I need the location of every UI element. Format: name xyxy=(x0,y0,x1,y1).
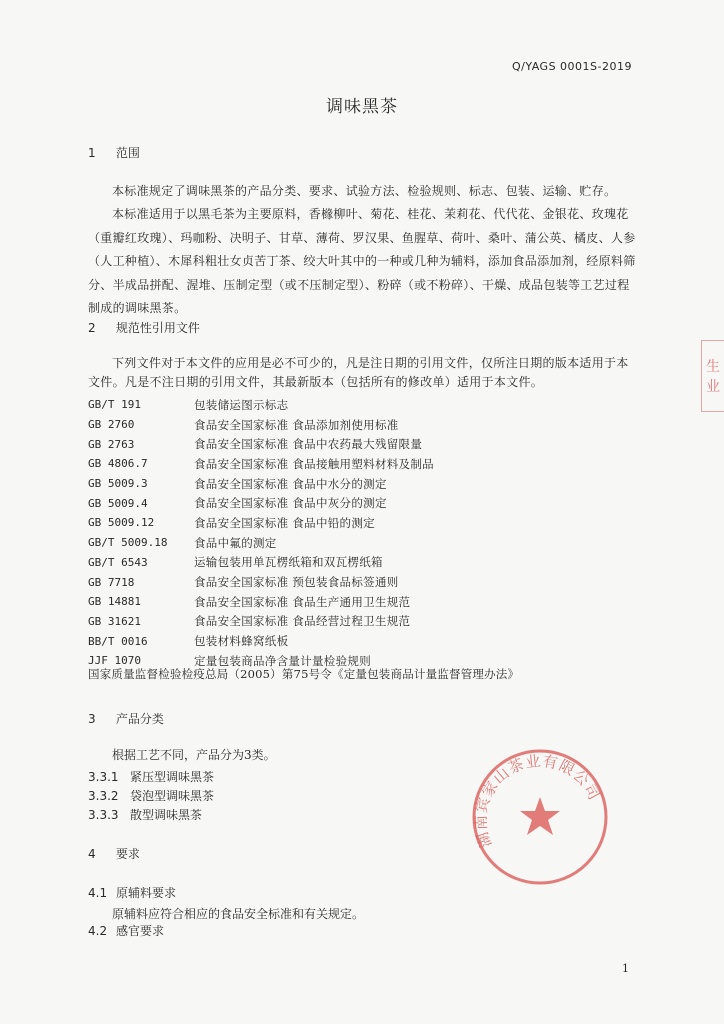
section-number: 3 xyxy=(88,712,96,726)
reference-code: GB 2760 xyxy=(88,418,135,432)
reference-title: 定量包装商品净含量计量检验规则 xyxy=(194,653,371,668)
reference-list xyxy=(88,395,648,671)
reference-title: 食品安全国家标准 食品中铅的测定 xyxy=(194,515,375,530)
standard-code: Q/YAGS 0001S-2019 xyxy=(511,60,632,73)
classification-item xyxy=(88,787,214,804)
reference-code: GB 5009.4 xyxy=(88,496,148,510)
reference-title: 食品安全国家标准 食品经营过程卫生规范 xyxy=(194,614,411,629)
section-title: 产品分类 xyxy=(115,712,164,726)
reference-code: GB 7718 xyxy=(88,575,135,589)
subsection-4-2-heading xyxy=(88,922,164,939)
reference-code: GB 5009.3 xyxy=(88,477,148,491)
scope-paragraph-2: 本标准适用于以黑毛茶为主要原料，香橼柳叶、菊花、桂花、茉莉花、代代花、金银花、玫瑰花（重瓣红玫瑰）、玛咖粉、决明子、甘草、薄荷、罗汉果、鱼腥草、荷叶、桑叶、蒲公英、橘皮、人参（人工种植）、木犀科粗壮女贞苦丁茶、绞大叶其中的一种或几种为辅料，添加食品添加剂，经原料筛分、半成品拼配、渥堆、压制定型（或不压制定型）、粉碎（或不粉碎）、干燥、成品包装等工艺过程制成的调味黑茶。 xyxy=(88,207,636,315)
reference-code: GB 2763 xyxy=(88,437,135,451)
reference-title: 食品安全国家标准 食品添加剂使用标准 xyxy=(194,417,399,432)
edge-seal-fragment xyxy=(701,340,724,412)
edge-seal-char: 生 xyxy=(706,359,720,375)
reference-title: 包装储运图示标志 xyxy=(194,397,289,412)
subsection-number: 4.1 xyxy=(88,886,108,900)
reference-title: 食品安全国家标准 食品生产通用卫生规范 xyxy=(194,594,411,609)
reference-row xyxy=(88,415,648,435)
classification-item xyxy=(88,806,202,823)
regulation-reference: 国家质量监督检验检疫总局（2005）第75号令《定量包装商品计量监督管理办法》 xyxy=(88,667,520,681)
item-number: 3.3.3 xyxy=(88,808,119,822)
reference-row xyxy=(88,454,648,474)
reference-title: 包装材料蜂窝纸板 xyxy=(194,634,289,649)
reference-row xyxy=(88,513,648,533)
raw-material-text: 原辅料应符合相应的食品安全标准和有关规定。 xyxy=(112,907,365,921)
reference-row xyxy=(88,493,648,513)
reference-row xyxy=(88,572,648,592)
section-title: 要求 xyxy=(115,847,140,861)
reference-code: GB 5009.12 xyxy=(88,516,155,530)
svg-text:湖南宾家山茶业有限公司: 湖南宾家山茶业有限公司 xyxy=(471,751,604,850)
reference-code: GB 31621 xyxy=(88,614,141,628)
reference-title: 食品安全国家标准 预包装食品标签通则 xyxy=(194,575,399,590)
classification-item xyxy=(88,768,214,785)
section-2-heading xyxy=(88,319,200,336)
reference-code: BB/T 0016 xyxy=(88,634,148,648)
edge-seal-char: 业 xyxy=(706,379,720,395)
references-intro: 下列文件对于本文件的应用是必不可少的，凡是注日期的引用文件，仅所注日期的版本适用于本文件。凡是不注日期的引用文件，其最新版本（包括所有的修改单）适用于本文件。 xyxy=(88,356,629,389)
section-title: 规范性引用文件 xyxy=(115,321,200,335)
subsection-title: 感官要求 xyxy=(116,924,165,938)
reference-row xyxy=(88,474,648,494)
item-number: 3.3.2 xyxy=(88,789,119,803)
reference-row xyxy=(88,592,648,612)
page-number: 1 xyxy=(622,962,629,975)
reference-row xyxy=(88,533,648,553)
subsection-title: 原辅料要求 xyxy=(116,886,177,900)
item-label: 袋泡型调味黑茶 xyxy=(130,789,215,803)
reference-title: 食品安全国家标准 食品中水分的测定 xyxy=(194,476,387,491)
reference-code: GB/T 5009.18 xyxy=(88,536,168,550)
classification-intro: 根据工艺不同，产品分为3类。 xyxy=(112,748,276,762)
reference-title: 食品安全国家标准 食品中农药最大残留限量 xyxy=(194,437,423,452)
document-title: 调味黑茶 xyxy=(326,97,398,117)
reference-title: 食品安全国家标准 食品中灰分的测定 xyxy=(194,496,387,511)
reference-row xyxy=(88,553,648,573)
item-label: 紧压型调味黑茶 xyxy=(130,770,215,784)
reference-title: 运输包装用单瓦楞纸箱和双瓦楞纸箱 xyxy=(194,555,383,570)
reference-row xyxy=(88,631,648,651)
reference-row xyxy=(88,434,648,454)
reference-row xyxy=(88,612,648,632)
reference-code: GB 14881 xyxy=(88,595,141,609)
scope-paragraph-1: 本标准规定了调味黑茶的产品分类、要求、试验方法、检验规则、标志、包装、运输、贮存。 xyxy=(112,184,617,198)
subsection-4-1-heading xyxy=(88,884,176,901)
reference-code: JJF 1070 xyxy=(88,654,141,668)
section-number: 4 xyxy=(88,847,96,861)
section-1-heading xyxy=(88,144,140,161)
section-3-heading xyxy=(88,710,164,727)
reference-code: GB 4806.7 xyxy=(88,457,148,471)
item-number: 3.3.1 xyxy=(88,770,119,784)
company-seal xyxy=(468,745,612,889)
subsection-number: 4.2 xyxy=(88,924,108,938)
reference-code: GB/T 6543 xyxy=(88,555,148,569)
reference-code: GB/T 191 xyxy=(88,398,141,412)
section-number: 2 xyxy=(88,321,96,335)
reference-title: 食品安全国家标准 食品接触用塑料材料及制品 xyxy=(194,456,434,471)
section-number: 1 xyxy=(88,146,96,160)
section-4-heading xyxy=(88,845,140,862)
section-title: 范围 xyxy=(115,146,140,160)
reference-row xyxy=(88,395,648,415)
item-label: 散型调味黑茶 xyxy=(130,808,203,822)
reference-title: 食品中氟的测定 xyxy=(194,535,277,550)
